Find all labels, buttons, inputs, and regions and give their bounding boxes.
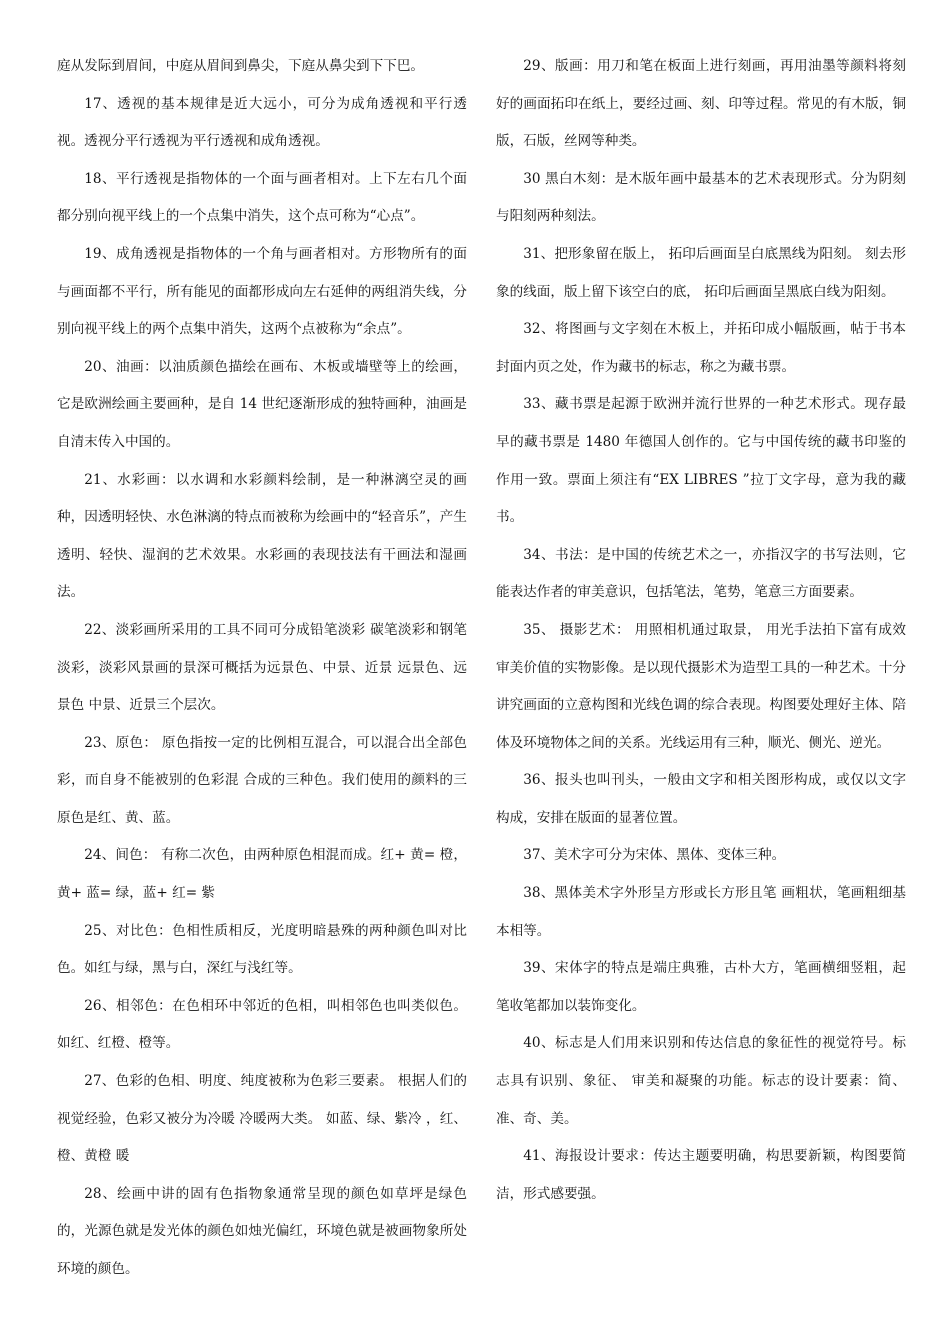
paragraph-26-adjacent-colors: 26、相邻色：在色相环中邻近的色相，叫相邻色也叫类似色。如红、红橙、橙等。: [57, 997, 467, 1052]
paragraph-36-masthead: 36、报头也叫刊头，一般由文字和相关图形构成，或仅以文字构成，安排在版面的显著位置。: [496, 772, 906, 826]
paragraph-25-contrast-colors: 25、对比色：色相性质相反，光度明暗悬殊的两种颜色叫对比色。如红与绿，黑与白，深红与浅红等。: [57, 922, 467, 977]
paragraph-28-inherent-color: 28、绘画中讲的固有色指物象通常呈现的颜色如草坪是绿色的，光源色就是发光体的颜色如烛光偏红，环境色就是被画物象所处环境的颜色。: [57, 1185, 467, 1277]
paragraph-30-woodcut: 30 黑白木刻：是木版年画中最基本的艺术表现形式。分为阴刻与阳刻两种刻法。: [496, 170, 906, 225]
paragraph-29-printmaking: 29、版画：用刀和笔在板面上进行刻画，再用油墨等颜料将刻好的画面拓印在纸上，要经过画、刻、印等过程。常见的有木版，铜版，石版，丝网等种类。: [496, 58, 906, 150]
paragraph-33-bookplate-origin: 33、藏书票是起源于欧洲并流行世界的一种艺术形式。现存最早的藏书票是 1480 年德国人创作的。它与中国传统的藏书印鉴的作用一致。票面上须注有“EX LIBRES ”拉丁文字母，意为我的藏书。: [496, 396, 906, 526]
paragraph-38-bold-typeface: 38、黑体美术字外形呈方形或长方形且笔 画粗状，笔画粗细基本相等。: [496, 885, 906, 939]
paragraph-39-song-typeface: 39、宋体字的特点是端庄典雅，古朴大方，笔画横细竖粗，起笔收笔都加以装饰变化。: [496, 960, 906, 1014]
paragraph-20-oil-painting: 20、油画：以油质颜色描绘在画布、木板或墙壁等上的绘画，它是欧洲绘画主要画种，是自 14 世纪逐渐形成的独特画种，油画是自清末传入中国的。: [57, 358, 467, 450]
paragraph-41-poster: 41、海报设计要求：传达主题要明确，构思要新颖，构图要简洁，形式感要强。: [496, 1148, 906, 1202]
paragraph-24-secondary-colors: 24、间色： 有称二次色，由两种原色相混而成。红+ 黄= 橙，黄+ 蓝= 绿，蓝+ 红= 紫: [57, 847, 467, 902]
paragraph-34-calligraphy: 34、书法：是中国的传统艺术之一，亦指汉字的书写法则，它能表达作者的审美意识，包括笔法，笔势，笔意三方面要素。: [496, 546, 906, 601]
paragraph-21-watercolor: 21、水彩画：以水调和水彩颜料绘制，是一种淋漓空灵的画种，因透明轻快、水色淋漓的特点而被称为绘画中的“轻音乐”，产生透明、轻快、湿润的艺术效果。水彩画的表现技法有干画法和湿画法。: [57, 471, 467, 601]
paragraph-31-relief-carving: 31、把形象留在版上， 拓印后画面呈白底黑线为阳刻。 刻去形象的线面，版上留下该空白的底， 拓印后画面呈黑底白线为阳刻。: [496, 245, 906, 300]
paragraph-17-perspective: 17、透视的基本规律是近大远小，可分为成角透视和平行透视。透视分平行透视为平行透视和成角透视。: [57, 95, 467, 150]
paragraph-23-primary-colors: 23、原色： 原色指按一定的比例相互混合，可以混合出全部色彩，而自身不能被别的色彩混 合成的三种色。我们使用的颜料的三原色是红、黄、蓝。: [57, 734, 467, 826]
paragraph-35-photography: 35、 摄影艺术： 用照相机通过取景， 用光手法拍下富有成效审美价值的实物影像。是以现代摄影术为造型工具的一种艺术。十分讲究画面的立意构图和光线色调的综合表现。构图要处理好主体、陪体及环境物体之间的关系。光线运用有三种，顺光、侧光、逆光。: [496, 621, 906, 751]
paragraph-face-proportions-continued: 庭从发际到眉间，中庭从眉间到鼻尖，下庭从鼻尖到下下巴。: [57, 58, 425, 74]
paragraph-19-angular-perspective: 19、成角透视是指物体的一个角与画者相对。方形物所有的面与画面都不平行，所有能见的面都形成向左右延伸的两组消失线，分别向视平线上的两个点集中消失，这两个点被称为“余点”。: [57, 245, 467, 338]
paragraph-40-logo: 40、标志是人们用来识别和传达信息的象征性的视觉符号。标志具有识别、象征、 审美和凝聚的功能。标志的设计要素：简、准、奇、美。: [496, 1035, 906, 1127]
paragraph-27-color-elements: 27、色彩的色相、明度、纯度被称为色彩三要素。 根据人们的视觉经验，色彩又被分为冷暖 冷暖两大类。 如蓝、绿、紫冷 ，红、橙、黄橙 暖: [57, 1073, 467, 1165]
paragraph-18-parallel-perspective: 18、平行透视是指物体的一个面与画者相对。上下左右几个面都分别向视平线上的一个点集中消失，这个点可称为“心点”。: [57, 170, 467, 225]
right-text-column: [496, 48, 906, 1213]
left-text-column: [57, 48, 467, 1289]
paragraph-32-bookplate: 32、将图画与文字刻在木板上，并拓印成小幅版画，帖于书本封面内页之处，作为藏书的标志，称之为藏书票。: [496, 321, 906, 375]
paragraph-37-typography: 37、美术字可分为宋体、黑体、变体三种。: [523, 847, 786, 864]
paragraph-22-light-color: 22、淡彩画所采用的工具不同可分成铅笔淡彩 碳笔淡彩和钢笔淡彩，淡彩风景画的景深可概括为远景色、中景、近景 远景色、远景色 中景、近景三个层次。: [57, 621, 467, 714]
